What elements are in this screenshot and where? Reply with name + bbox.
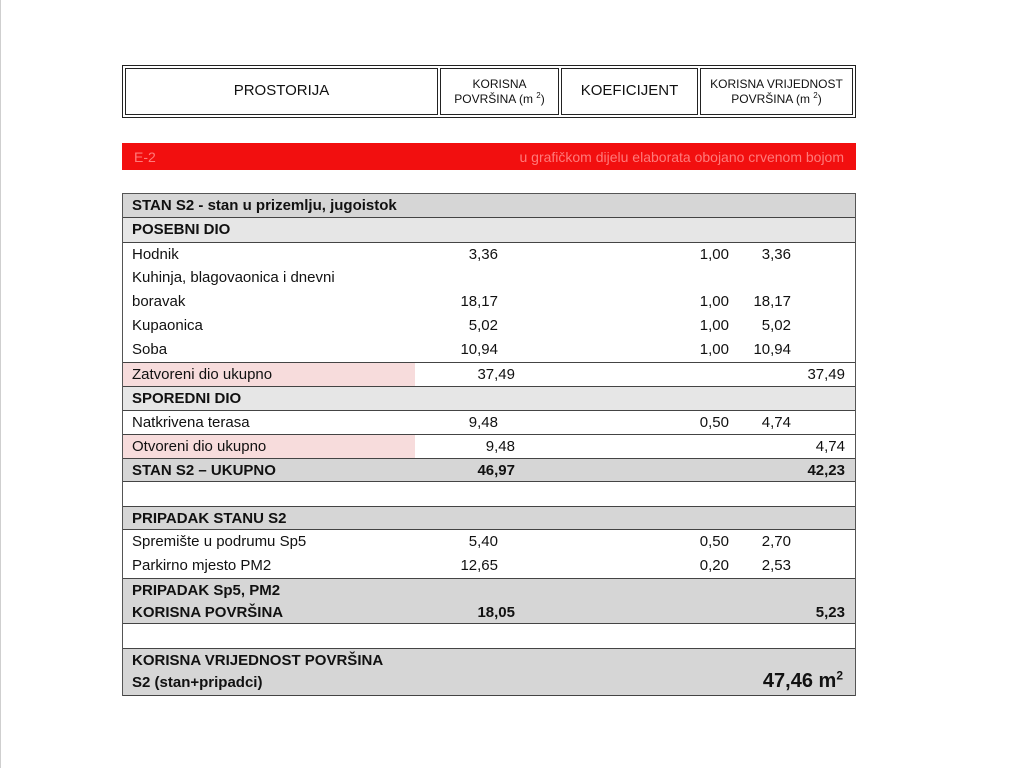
header-prostorija	[125, 68, 438, 115]
pripadak-total-line1: PRIPADAK Sp5, PM2	[132, 582, 281, 599]
section-label: SPOREDNI DIO	[132, 390, 242, 407]
grand-total-value	[763, 670, 843, 693]
header-vrijednost-unit	[731, 92, 821, 107]
room-coef: 0,20	[699, 557, 729, 574]
room-value: 4,74	[761, 414, 791, 431]
area-table	[122, 193, 856, 696]
room-value: 18,17	[753, 293, 791, 310]
table-title-row	[123, 194, 855, 218]
subtotal-area: 9,48	[485, 438, 515, 455]
grand-total-number: 47,46 m	[762, 670, 837, 692]
room-name: Spremište u podrumu Sp5	[132, 533, 307, 550]
room-name: Soba	[132, 341, 168, 358]
close-paren: )	[817, 91, 822, 106]
room-name: Natkrivena terasa	[132, 414, 250, 431]
room-name: boravak	[132, 293, 186, 310]
pripadak-total-value: 5,23	[815, 604, 845, 621]
header-povrsina-text: POVRŠINA (m	[454, 91, 537, 106]
room-name: Kupaonica	[132, 317, 203, 334]
grand-total-line2: S2 (stan+pripadci)	[132, 674, 263, 691]
band-note: u grafičkom dijelu elaborata obojano crvenom bojom	[519, 148, 844, 165]
section-posebni	[123, 218, 855, 242]
header-povrsina-unit	[454, 92, 544, 107]
superscript: 2	[813, 90, 818, 100]
header-koeficijent-label: KOEFICIJENT	[580, 82, 679, 100]
section-label: POSEBNI DIO	[132, 221, 231, 238]
room-area: 9,48	[468, 414, 498, 431]
superscript: 2	[536, 90, 541, 100]
table-row	[123, 410, 855, 434]
stan-total-area: 46,97	[477, 462, 515, 479]
close-paren: )	[540, 91, 545, 106]
stan-total-row	[123, 458, 855, 482]
header-koeficijent	[561, 68, 698, 115]
band-code: E-2	[134, 148, 156, 165]
room-coef: 0,50	[699, 414, 729, 431]
section-sporedni	[123, 386, 855, 410]
subtotal-area: 37,49	[477, 366, 515, 383]
header-vrijednost-text: POVRŠINA (m	[731, 91, 814, 106]
subtotal-row-otvoreni	[123, 434, 855, 458]
table-row	[123, 290, 855, 314]
header-table	[122, 65, 856, 118]
section-label: PRIPADAK STANU S2	[132, 510, 287, 527]
room-area: 10,94	[460, 341, 498, 358]
stan-total-label: STAN S2 – UKUPNO	[132, 462, 276, 479]
spacer-row	[123, 624, 855, 648]
subtotal-row-zatvoreni	[123, 362, 855, 386]
subtotal-label: Otvoreni dio ukupno	[132, 438, 267, 455]
room-area: 5,02	[468, 317, 498, 334]
room-value: 2,53	[761, 557, 791, 574]
pripadak-total-line2: KORISNA POVRŠINA	[132, 604, 284, 621]
subtotal-value: 4,74	[815, 438, 845, 455]
room-value: 3,36	[761, 246, 791, 263]
table-row	[123, 338, 855, 362]
room-value: 2,70	[761, 533, 791, 550]
header-korisna-label: KORISNA	[472, 76, 527, 91]
room-value: 10,94	[753, 341, 791, 358]
room-coef: 0,50	[699, 533, 729, 550]
page-edge	[0, 0, 1, 768]
red-band	[122, 143, 856, 170]
room-area: 12,65	[460, 557, 498, 574]
pripadak-title-row	[123, 506, 855, 530]
table-row	[123, 314, 855, 338]
room-value: 5,02	[761, 317, 791, 334]
room-area: 5,40	[468, 533, 498, 550]
room-name: Hodnik	[132, 246, 179, 263]
subtotal-value: 37,49	[807, 366, 845, 383]
table-title: STAN S2 - stan u prizemlju, jugoistok	[132, 197, 397, 214]
room-name-line1: Kuhinja, blagovaonica i dnevni	[132, 269, 335, 286]
room-coef: 1,00	[699, 317, 729, 334]
table-row	[123, 266, 855, 290]
room-coef: 1,00	[699, 341, 729, 358]
room-coef: 1,00	[699, 246, 729, 263]
stan-total-value: 42,23	[807, 462, 845, 479]
grand-total-line1: KORISNA VRIJEDNOST POVRŠINA	[132, 652, 384, 669]
spacer-row	[123, 482, 855, 506]
header-korisna-povrsina	[440, 68, 559, 115]
table-row	[123, 242, 855, 266]
grand-total-unit-sup: 2	[836, 668, 843, 683]
subtotal-label: Zatvoreni dio ukupno	[132, 366, 273, 383]
header-prostorija-label: PROSTORIJA	[233, 82, 330, 100]
pripadak-total-area: 18,05	[477, 604, 515, 621]
grand-total-row	[123, 648, 855, 696]
table-row	[123, 554, 855, 578]
header-korisna-vrijednost	[700, 68, 853, 115]
room-name: Parkirno mjesto PM2	[132, 557, 272, 574]
room-area: 3,36	[468, 246, 498, 263]
room-coef: 1,00	[699, 293, 729, 310]
room-area: 18,17	[460, 293, 498, 310]
header-vrijednost-label: KORISNA VRIJEDNOST	[710, 76, 843, 91]
pripadak-total-row	[123, 578, 855, 624]
table-row	[123, 530, 855, 554]
